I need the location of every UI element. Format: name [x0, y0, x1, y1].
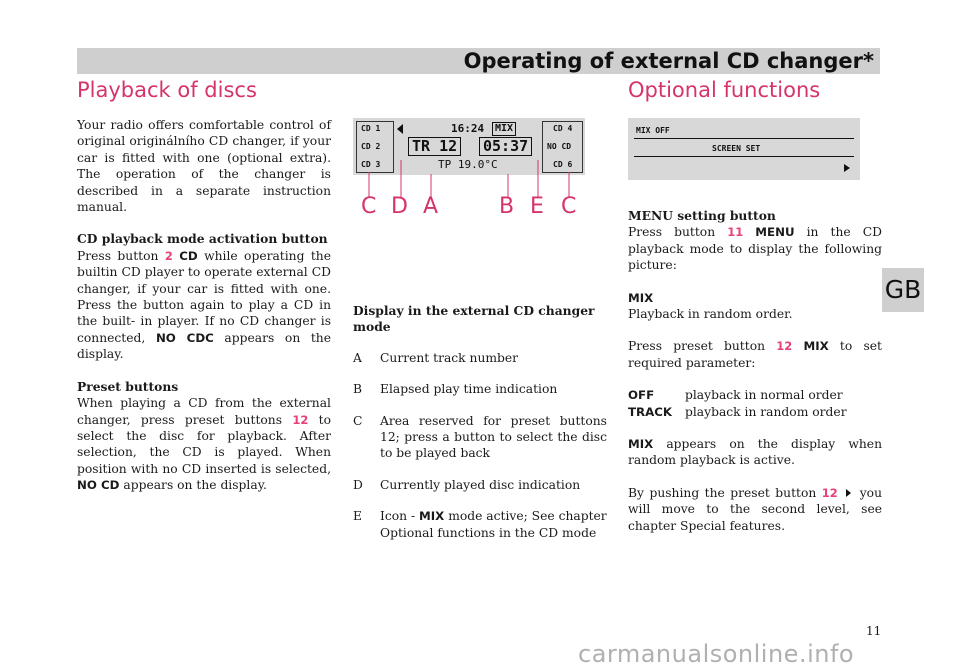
press-paragraph: [628, 338, 882, 371]
next-text-1: By pushing the preset button: [628, 485, 822, 500]
legend-label: C: [353, 413, 363, 428]
menu-text-2: in the CD playback mode to display the following picture:: [628, 225, 882, 273]
right-arrow-icon: [846, 489, 851, 497]
intro-paragraph: Your radio offers comfortable control of original originálního CD changer, if your car is fitted with one (optional extra). The operation of the changer is described in a separate instruction manual.: [77, 118, 331, 215]
page-number: 11: [866, 624, 882, 638]
mix-key: MIX: [803, 339, 829, 354]
button-number: 11: [727, 225, 744, 240]
press-text-1: Press preset button: [628, 339, 777, 354]
next-level-paragraph: [628, 485, 882, 534]
callout-c-right: C: [561, 194, 577, 219]
legend-item: [353, 381, 607, 397]
presets-text-3: appears on the display.: [119, 478, 267, 493]
disc-slot-5: NO CD: [547, 142, 572, 151]
right-arrow-icon: [844, 164, 850, 172]
mix-keyword: MIX: [628, 437, 654, 452]
option-desc: playback in random order: [685, 404, 847, 419]
activation-text-2: while operating the builtin CD player to operate external CD changer, if your car is fitted with one. Press the button again to play a CD in the built- in player. If no CD changer is connected,: [77, 248, 331, 345]
activation-paragraph: [77, 231, 331, 362]
presets-paragraph: [77, 379, 331, 494]
callout-d: D: [391, 194, 408, 219]
presets-heading: Preset buttons: [77, 378, 179, 394]
legend-item: [353, 477, 607, 493]
disc-slot-6: CD 6: [553, 160, 573, 169]
left-arrow-icon: [397, 124, 403, 134]
watermark: carmanualsonline.info: [578, 640, 855, 668]
option-term: OFF: [628, 388, 655, 403]
disc-slot-1: CD 1: [361, 124, 381, 133]
mix-note-paragraph: [628, 436, 882, 469]
chapter-header-bar: [77, 48, 880, 74]
button-number: 12: [292, 412, 309, 427]
legend-label: D: [353, 477, 363, 492]
activation-text-1: Press button: [77, 248, 165, 263]
callout-b: B: [499, 194, 515, 219]
language-tab: GB: [882, 268, 924, 312]
legend-text-1: Icon -: [380, 509, 420, 524]
section-title-playback: Playback of discs: [77, 78, 257, 102]
section-title-optional: Optional functions: [628, 78, 821, 102]
activation-text-3: appears on the display.: [77, 330, 332, 362]
menu-text-1: Press button: [628, 225, 728, 240]
mix-note-text: appears on the display when random playback is active.: [628, 437, 882, 468]
disc-slot-2: CD 2: [361, 142, 381, 151]
mix-heading: MIX: [628, 290, 654, 305]
button-number: 12: [821, 485, 838, 500]
presets-text-2: to select the disc for playback. After selection, the CD is played. When position with no CD inserted is selected,: [77, 412, 331, 476]
mix-keyword: MIX: [419, 509, 445, 524]
chapter-title: Operating of external CD changer*: [463, 49, 874, 73]
legend-text: Currently played disc indication: [380, 477, 581, 492]
button-number: 2: [164, 248, 173, 263]
elapsed-time: 05:37: [479, 137, 532, 156]
legend-text: Current track number: [380, 350, 519, 365]
legend-label: B: [353, 382, 363, 397]
screen-divider: [634, 138, 854, 139]
legend-label: E: [353, 509, 362, 524]
menu-screen-display: [628, 118, 860, 180]
menu-key: MENU: [755, 225, 795, 240]
right-column: [628, 208, 882, 550]
middle-column: [353, 303, 607, 556]
mix-description: Playback in random order.: [628, 307, 793, 322]
callout-leaders: [353, 160, 585, 220]
cd-key: CD: [179, 248, 198, 263]
menu-heading: MENU setting button: [628, 208, 776, 223]
disc-slot-3: CD 3: [361, 160, 381, 169]
mix-paragraph: [628, 290, 882, 323]
legend-text: Elapsed play time indication: [380, 382, 558, 397]
callout-a: A: [423, 194, 439, 219]
callout-c-left: C: [361, 194, 377, 219]
nocd-label: NO CD: [77, 478, 120, 493]
activation-heading: CD playback mode activation button: [77, 231, 328, 247]
display-legend-heading: Display in the external CD changer mode: [353, 303, 595, 335]
option-row: [628, 404, 882, 420]
tp-temperature: TP 19.0°C: [438, 158, 498, 171]
mix-icon: MIX: [492, 122, 516, 136]
nocdc-label: NO CDC: [155, 330, 214, 345]
screen-line-2: SCREEN SET: [712, 144, 761, 153]
button-number: 12: [776, 339, 793, 354]
disc-slot-4: CD 4: [553, 124, 573, 133]
callout-e: E: [530, 194, 544, 219]
track-number: TR 12: [408, 137, 461, 156]
next-text-2: you will move to the second level, see chapter Special features.: [628, 485, 882, 533]
legend-text: Area reserved for preset buttons 12; press a button to select the disc to be played back: [380, 413, 607, 461]
screen-divider: [634, 156, 854, 157]
legend-text-2: mode active; See chapter Optional functions in the CD mode: [380, 509, 607, 540]
clock: 16:24: [451, 122, 485, 135]
presets-text-1: When playing a CD from the external changer, press preset buttons: [77, 396, 331, 427]
left-column: [77, 117, 331, 510]
option-row: [628, 387, 882, 403]
options-list: [628, 387, 882, 420]
legend-item: [353, 350, 607, 366]
menu-paragraph: [628, 208, 882, 274]
legend-item: [353, 413, 607, 462]
legend-label: A: [353, 350, 362, 365]
option-term: TRACK: [628, 404, 673, 419]
screen-line-1: MIX OFF: [636, 126, 670, 135]
legend-item: [353, 508, 607, 541]
press-text-2: to set required parameter:: [628, 339, 882, 370]
option-desc: playback in normal order: [685, 388, 843, 403]
